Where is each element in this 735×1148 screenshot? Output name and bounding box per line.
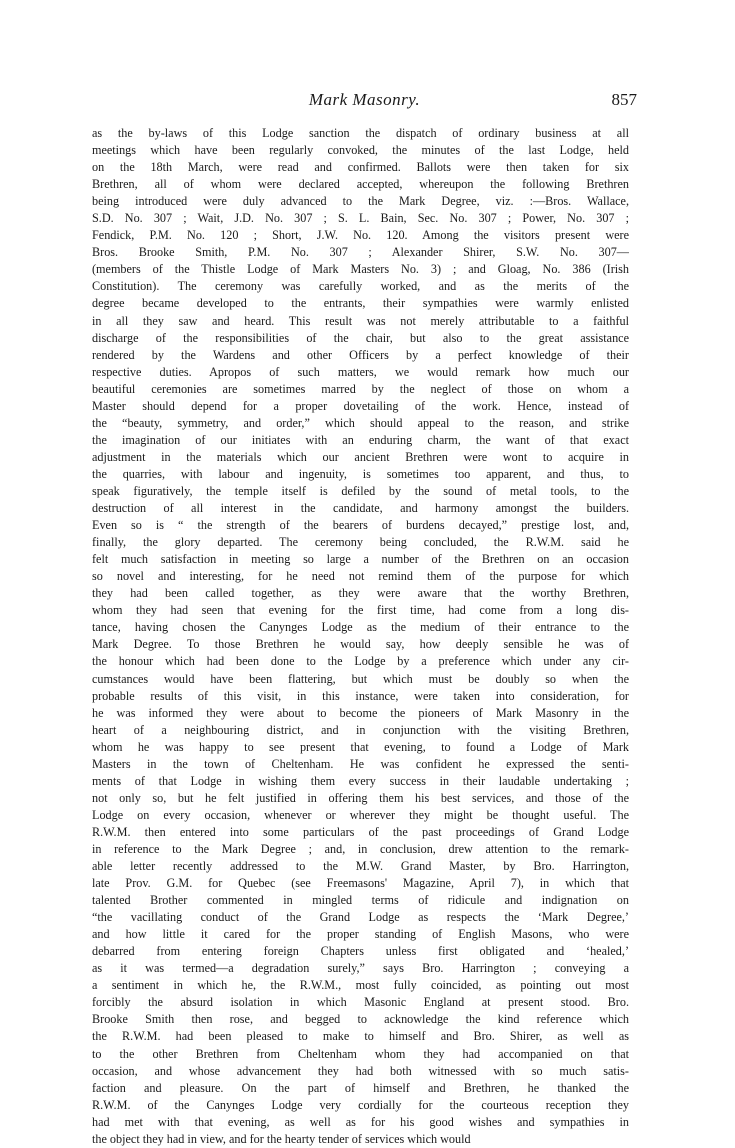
text-line: able letter recently addressed to the M.W. Grand Master, by Bro. Harrington, — [92, 859, 629, 874]
text-line: tance, having chosen the Canynges Lodge as the medium of their entrance to the — [92, 620, 629, 635]
text-line: Fendick, P.M. No. 120 ; Short, J.W. No. 120. Among the visitors present were — [92, 228, 629, 243]
text-line: the honour which had been done to the Lodge by a preference which under any cir- — [92, 654, 629, 669]
text-line: degree became developed to the entrants, their sympathies were warmly enlisted — [92, 296, 629, 311]
text-line: Bros. Brooke Smith, P.M. No. 307 ; Alexander Shirer, S.W. No. 307— — [92, 245, 629, 260]
text-line: Even so is “ the strength of the bearers of burdens decayed,” prestige lost, and, — [92, 518, 629, 533]
text-line: respective duties. Apropos of such matters, we would remark how much our — [92, 364, 629, 379]
text-line: “the vacillating conduct of the Grand Lodge as respects the ‘Mark Degree,’ — [92, 910, 629, 925]
text-line: debarred from entering foreign Chapters unless first obligated and ‘healed,’ — [92, 944, 629, 959]
text-line: talented Brother commented in mingled terms of ridicule and indignation on — [92, 893, 629, 908]
text-line: Brethren, all of whom were declared accepted, whereupon the following Brethren — [92, 177, 629, 192]
text-line: they had been called together, as they were aware that the worthy Brethren, — [92, 586, 629, 601]
text-line: (members of the Thistle Lodge of Mark Masters No. 3) ; and Gloag, No. 386 (Irish — [92, 262, 629, 277]
text-line: S.D. No. 307 ; Wait, J.D. No. 307 ; S. L. Bain, Sec. No. 307 ; Power, No. 307 ; — [92, 211, 629, 226]
text-line: and how little it cared for the proper standing of English Masons, who were — [92, 927, 629, 942]
text-line: occasion, and whose advancement they had both witnessed with so much satis- — [92, 1063, 629, 1078]
text-line: beautiful ceremonies are sometimes marred by the neglect of those on whom a — [92, 381, 629, 396]
text-line: R.W.M. of the Canynges Lodge very cordially for the courteous reception they — [92, 1097, 629, 1112]
text-line: Masters in the town of Cheltenham. He was confident he expressed the senti- — [92, 756, 629, 771]
text-line: Master should depend for a proper dovetailing of the work. Hence, instead of — [92, 398, 629, 413]
text-line: the object they had in view, and for the hearty tender of services which would — [92, 1131, 471, 1146]
text-line: Mark Degree. To those Brethren he would say, how deeply sensible he was of — [92, 637, 629, 652]
text-line: as it was termed—a degradation surely,” says Bro. Harrington ; conveying a — [92, 961, 629, 976]
text-line: Lodge on every occasion, whenever or wherever they might be thought useful. The — [92, 807, 629, 822]
text-line: late Prov. G.M. for Quebec (see Freemasons' Magazine, April 7), in which that — [92, 876, 629, 891]
text-line: speak figuratively, the temple itself is defiled by the sound of metal tools, to the — [92, 483, 629, 498]
text-line: he was informed they were about to become the pioneers of Mark Masonry in the — [92, 705, 629, 720]
page-header — [92, 90, 637, 114]
text-line: rendered by the Wardens and other Officers by a perfect knowledge of their — [92, 347, 629, 362]
text-line: forcibly the absurd isolation in which Masonic England at present stood. Bro. — [92, 995, 629, 1010]
text-line: discharge of the responsibilities of the chair, but also to the great assistance — [92, 330, 629, 345]
text-line: heart of a neighbouring district, and in conjunction with the visiting Brethren, — [92, 722, 629, 737]
text-line: whom he was happy to see present that evening, to found a Lodge of Mark — [92, 739, 629, 754]
text-line: as the by-laws of this Lodge sanction the dispatch of ordinary business at all — [92, 126, 629, 140]
text-line: the imagination of our initiates with an enduring charm, the want of that exact — [92, 432, 629, 447]
text-line: in reference to the Mark Degree ; and, in conclusion, drew attention to the remark- — [92, 841, 629, 856]
text-line: so novel and interesting, for he need not remind them of the purpose for which — [92, 569, 629, 584]
text-line: on the 18th March, were read and confirmed. Ballots were then taken for six — [92, 160, 629, 175]
text-line: whom they had seen that evening for the first time, had come from a long dis- — [92, 603, 629, 618]
text-line: Constitution). The ceremony was carefully worked, and as the merits of the — [92, 279, 629, 294]
text-line: cumstances would have been flattering, but which must be doubly so when the — [92, 671, 629, 686]
text-line: felt much satisfaction in meeting so large a number of the Brethren on an occasion — [92, 552, 629, 567]
text-line: Brooke Smith then rose, and begged to acknowledge the kind reference which — [92, 1012, 629, 1027]
text-line: meetings which have been regularly convoked, the minutes of the last Lodge, held — [92, 143, 629, 158]
text-line: the R.W.M. had been pleased to make to himself and Bro. Shirer, as well as — [92, 1029, 629, 1044]
article-body — [92, 125, 629, 1148]
text-line: R.W.M. then entered into some particulars of the past proceedings of Grand Lodge — [92, 824, 629, 839]
text-line: faction and pleasure. On the part of himself and Brethren, he thanked the — [92, 1080, 629, 1095]
text-line: not only so, but he felt justified in offering them his best services, and those of the — [92, 790, 629, 805]
text-line: the quarries, with labour and ingenuity, is sometimes too apparent, and thus, to — [92, 466, 629, 481]
text-line: in all they saw and heard. This result was not merely attributable to a faithful — [92, 313, 629, 328]
text-line: to the other Brethren from Cheltenham whom they had accompanied on that — [92, 1046, 629, 1061]
text-line: a sentiment in which he, the R.W.M., most fully coincided, as pointing out most — [92, 978, 629, 993]
running-title: Mark Masonry. — [308, 90, 421, 109]
text-line: destruction of all interest in the candidate, and harmony amongst the builders. — [92, 501, 629, 516]
text-line: probable results of this visit, in this instance, were taken into consideration, for — [92, 688, 629, 703]
text-line: being introduced were duly advanced to the Mark Degree, viz. :—Bros. Wallace, — [92, 194, 629, 209]
page-number: 857 — [611, 90, 637, 109]
text-line: finally, the glory departed. The ceremony being concluded, the R.W.M. said he — [92, 535, 629, 550]
text-line: the “beauty, symmetry, and order,” which should appeal to the reason, and strike — [92, 415, 629, 430]
text-line: had met with that evening, as well as for his good wishes and sympathies in — [92, 1114, 629, 1129]
text-line: ments of that Lodge in wishing them every success in their laudable undertaking ; — [92, 773, 629, 788]
text-line: adjustment in the materials which our ancient Brethren were wont to acquire in — [92, 449, 629, 464]
